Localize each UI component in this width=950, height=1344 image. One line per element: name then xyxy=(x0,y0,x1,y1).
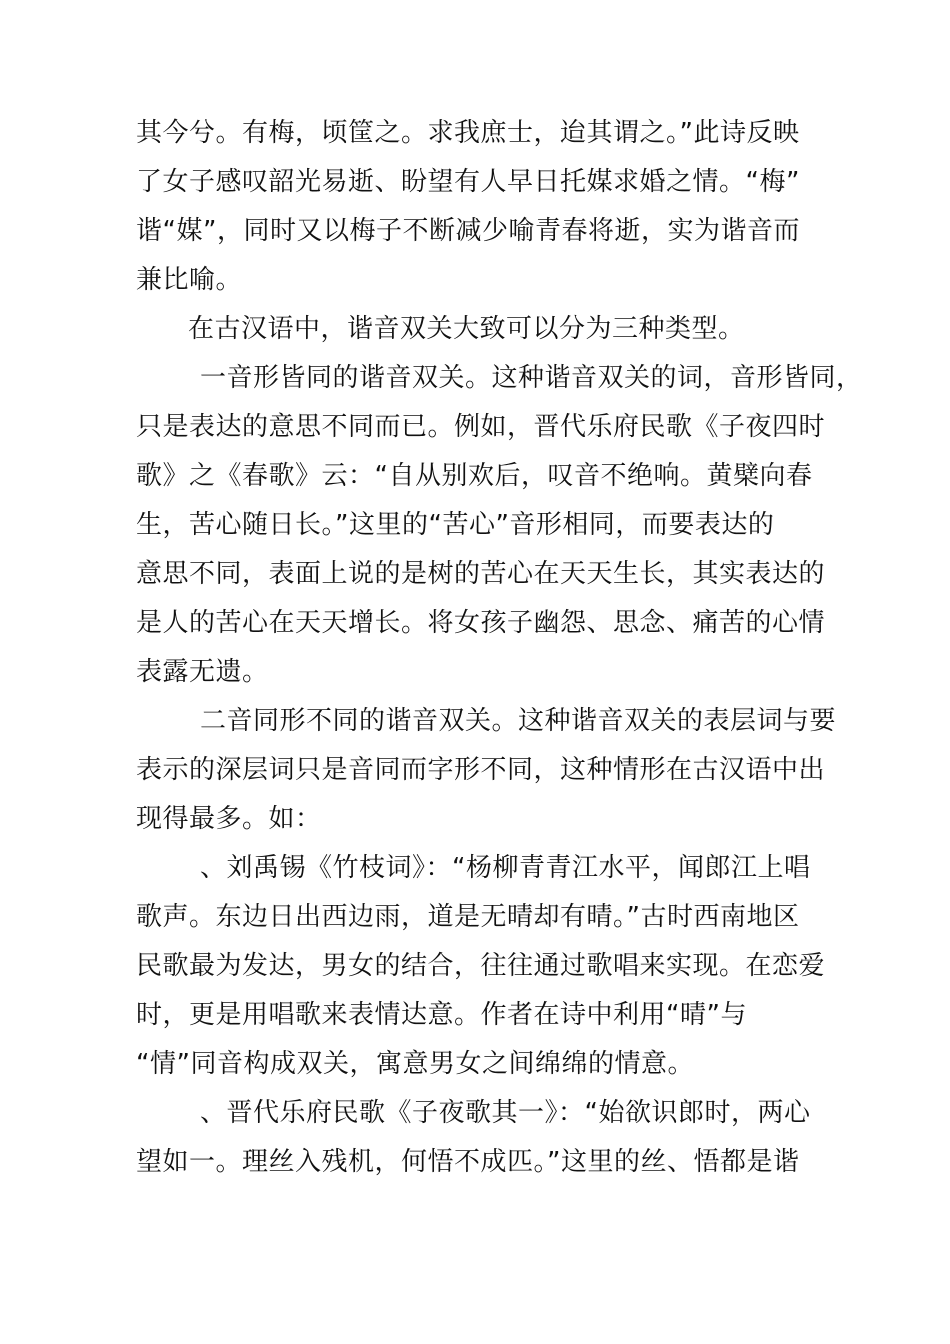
text-line: 生，苦心随日长。”这里的“苦心”音形相同，而要表达的 xyxy=(136,510,775,540)
text-line: 现得最多。如： xyxy=(136,804,322,834)
paragraph-start-line: 、刘禹锡《竹枝词》：“杨柳青青江水平，闻郎江上唱 xyxy=(200,853,811,883)
text-line: 表示的深层词只是音同而字形不同，这种情形在古汉语中出 xyxy=(136,755,826,785)
text-line: 其今兮。有梅，顷筐之。求我庶士，迨其谓之。”此诗反映 xyxy=(136,118,800,148)
text-line: 意思不同，表面上说的是树的苦心在天天生长，其实表达的 xyxy=(136,559,826,589)
text-line: 望如一。理丝入残机，何悟不成匹。”这里的丝、悟都是谐 xyxy=(136,1147,800,1177)
text-line: 了女子感叹韶光易逝、盼望有人早日托媒求婚之情。“梅” xyxy=(136,167,800,197)
text-line: 民歌最为发达，男女的结合，往往通过歌唱来实现。在恋爱 xyxy=(136,951,826,981)
text-line: 只是表达的意思不同而已。例如，晋代乐府民歌《子夜四时 xyxy=(136,412,826,442)
paragraph-start-line: 、晋代乐府民歌《子夜歌其一》：“始欲识郎时，两心 xyxy=(200,1098,811,1128)
text-line: 兼比喻。 xyxy=(136,265,243,295)
text-line: 是人的苦心在天天增长。将女孩子幽怨、思念、痛苦的心情 xyxy=(136,608,826,638)
text-line: 表露无遗。 xyxy=(136,657,269,687)
paragraph-start-line: 二音同形不同的谐音双关。这种谐音双关的表层词与要 xyxy=(200,706,837,736)
text-line: 谐“媒”，同时又以梅子不断减少喻青春将逝，实为谐音而 xyxy=(136,216,800,246)
text-line: “情”同音构成双关，寓意男女之间绵绵的情意。 xyxy=(136,1049,694,1079)
paragraph-start-line: 在古汉语中，谐音双关大致可以分为三种类型。 xyxy=(188,314,745,344)
paragraph-start-line: 一音形皆同的谐音双关。这种谐音双关的词，音形皆同， xyxy=(200,363,863,393)
text-line: 歌》之《春歌》云：“自从别欢后，叹音不绝响。黄檗向春 xyxy=(136,461,813,491)
text-line: 时，更是用唱歌来表情达意。作者在诗中利用“晴”与 xyxy=(136,1000,747,1030)
text-line: 歌声。东边日出西边雨，道是无晴却有晴。”古时西南地区 xyxy=(136,902,800,932)
